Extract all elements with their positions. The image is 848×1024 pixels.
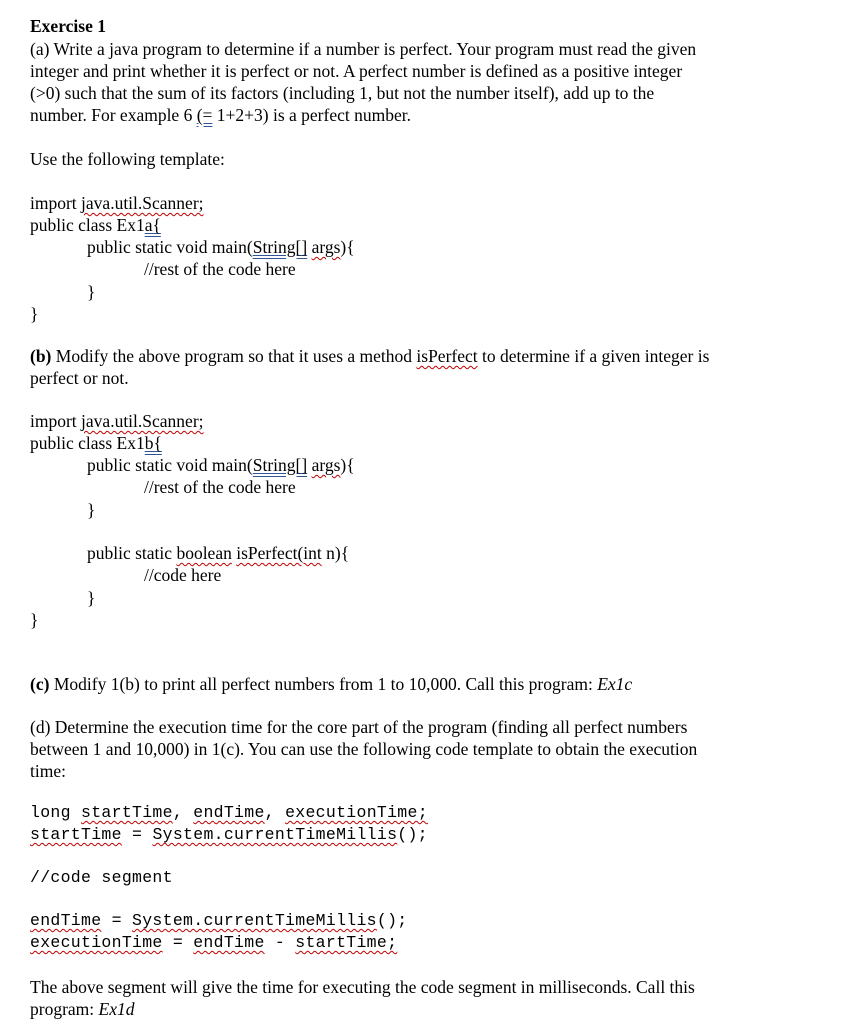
part-a-line-3: (>0) such that the sum of its factors (including 1, but not the number itself), add up to the — [30, 83, 655, 103]
footer-line-1: The above segment will give the time for executing the code segment in milliseconds. Call this — [30, 977, 695, 997]
code-b-main: public static void main(String[] args){ — [87, 455, 355, 475]
code-a-main: public static void main(String[] args){ — [87, 237, 355, 257]
part-d-line-2: between 1 and 10,000) in 1(c). You can use the following code template to obtain the execution — [30, 739, 698, 759]
code-d-exec: executionTime = endTime - startTime; — [30, 933, 398, 952]
exercise-title: Exercise 1 — [30, 16, 106, 36]
code-d-declare: long startTime, endTime, executionTime; — [30, 803, 428, 822]
code-d-end: endTime = System.currentTimeMillis(); — [30, 911, 408, 930]
code-d-start: startTime = System.currentTimeMillis(); — [30, 825, 428, 844]
code-a-close-outer: } — [30, 304, 39, 324]
code-a-import: import java.util.Scanner; — [30, 193, 204, 213]
code-a-class: public class Ex1a{ — [30, 215, 161, 235]
code-a-close-inner: } — [87, 282, 96, 302]
code-b-method-close: } — [87, 588, 96, 608]
code-b-close-outer: } — [30, 610, 39, 630]
part-a-line-2: integer and print whether it is perfect or not. A perfect number is defined as a positive integer — [30, 61, 683, 81]
part-a-line-1: (a) Write a java program to determine if a number is perfect. Your program must read the given — [30, 39, 697, 59]
code-b-import: import java.util.Scanner; — [30, 411, 204, 431]
part-b-line-2: perfect or not. — [30, 368, 129, 388]
template-intro: Use the following template: — [30, 149, 225, 169]
code-b-close-inner: } — [87, 500, 96, 520]
part-d-line-3: time: — [30, 761, 66, 781]
code-b-comment: //rest of the code here — [144, 477, 296, 497]
footer-line-2: program: Ex1d — [30, 999, 135, 1019]
code-b-method-comment: //code here — [144, 565, 222, 585]
part-c-text: (c) Modify 1(b) to print all perfect numbers from 1 to 10,000. Call this program: Ex1c — [30, 674, 633, 694]
part-b-line-1: (b) Modify the above program so that it uses a method isPerfect to determine if a given integer is — [30, 346, 710, 366]
part-d-line-1: (d) Determine the execution time for the core part of the program (finding all perfect numbers — [30, 717, 688, 737]
code-a-comment: //rest of the code here — [144, 259, 296, 279]
part-a-line-4: number. For example 6 (= 1+2+3) is a perfect number. — [30, 105, 411, 125]
code-d-comment: //code segment — [30, 868, 173, 887]
code-b-class: public class Ex1b{ — [30, 433, 162, 453]
code-b-method: public static boolean isPerfect(int n){ — [87, 543, 350, 563]
